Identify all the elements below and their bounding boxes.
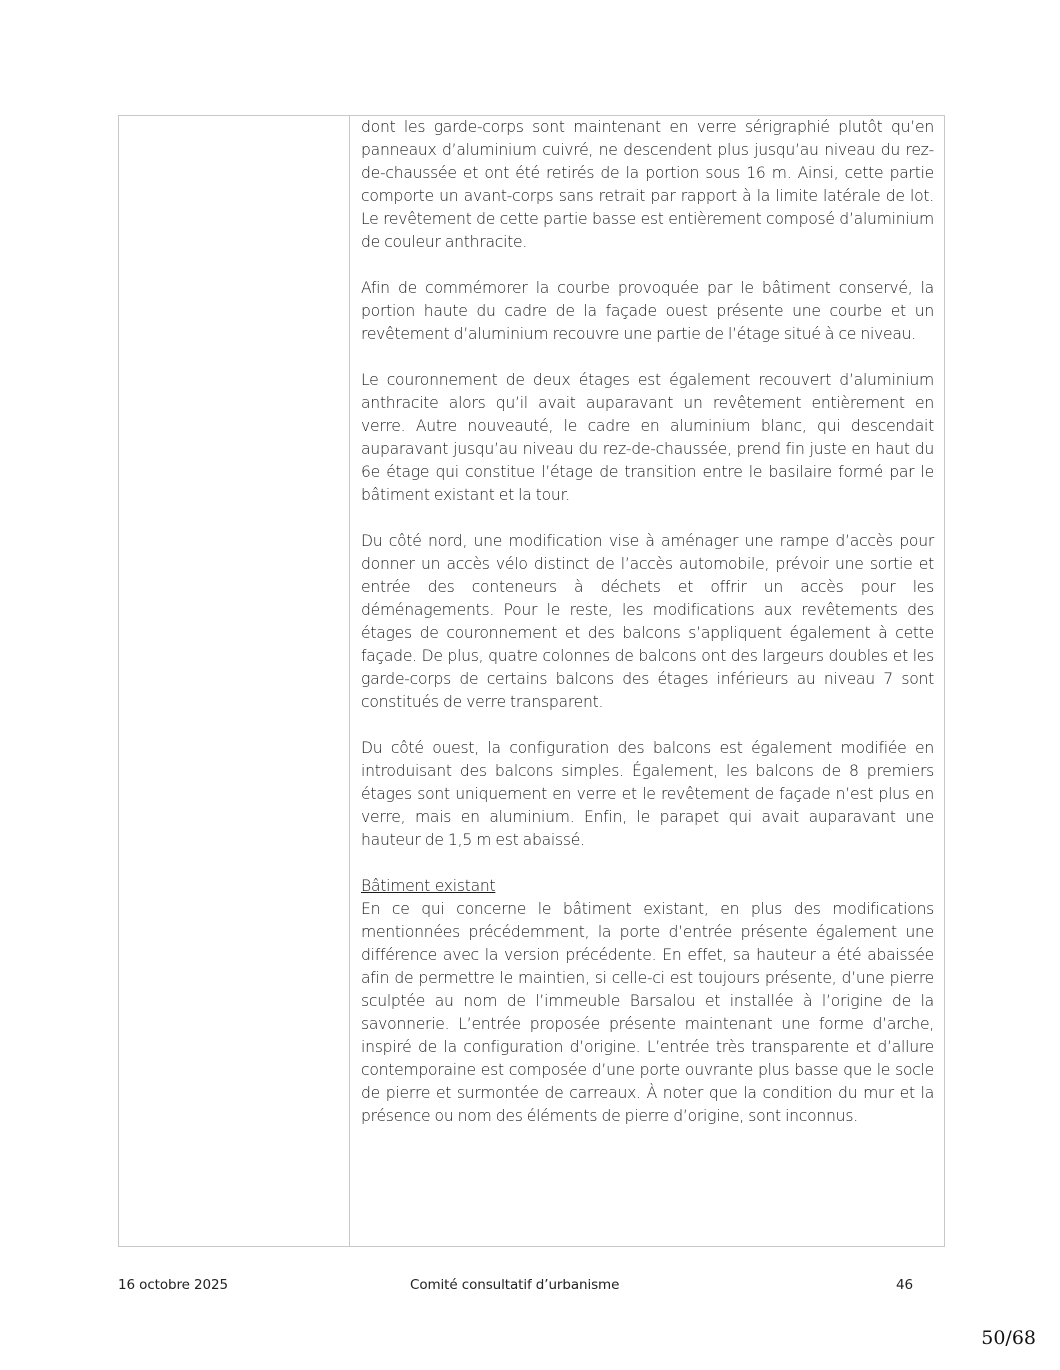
table-left-cell [119,116,350,1246]
footer-page-number: 46 [896,1277,913,1293]
section-paragraph: En ce qui concerne le bâtiment existant, en plus des modifications mentionnées précédemment, la porte d’entrée présente également une différence avec la version précédente. En effet, sa hauteur a été abaissée afin de permettre le maintien, si celle-ci est toujours présente, d’une pierre sculptée au nom de l’immeuble Barsalou et installée à l’origine de la savonnerie. L’entrée proposée présente maintenant une forme d’arche, inspiré de la configuration d’origine. L’entrée très transparente et d’allure contemporaine est composée d’une porte ouvrante plus basse que le socle de pierre et surmontée de carreaux. À noter que la condition du mur et la présence ou nom des éléments de pierre d’origine, sont inconnus. [361,900,934,1125]
section-heading: Bâtiment existant [361,877,496,895]
body-paragraph-1: dont les garde-corps sont maintenant en verre sérigraphié plutôt qu’en panneaux d’aluminium cuivré, ne descendent plus jusqu’au niveau du rez-de-chaussée et ont été retirés de la portion sous 16 m. Ainsi, cette partie comporte un avant-corps sans retrait par rapport à la limite latérale de lot. Le revêtement de cette partie basse est entièrement composé d’aluminium de couleur anthracite. [361,118,934,251]
document-table [118,115,945,1247]
body-paragraph-3: Le couronnement de deux étages est également recouvert d’aluminium anthracite alors qu’il avait auparavant un revêtement entièrement en verre. Autre nouveauté, le cadre en aluminium blanc, qui descendait auparavant jusqu’au niveau du rez-de-chaussée, prend fin juste en haut du 6e étage qui constitue l’étage de transition entre le basilaire formé par le bâtiment existant et la tour. [361,371,934,504]
pdf-page-counter: 50/68 [981,1327,1036,1349]
footer-committee: Comité consultatif d’urbanisme [410,1277,620,1293]
footer-date: 16 octobre 2025 [118,1277,228,1293]
body-paragraph-2: Afin de commémorer la courbe provoquée par le bâtiment conservé, la portion haute du cadre de la façade ouest présente une courbe et un revêtement d’aluminium recouvre une partie de l’étage situé à ce niveau. [361,279,934,343]
body-paragraph-4: Du côté nord, une modification vise à aménager une rampe d’accès pour donner un accès vélo distinct de l’accès automobile, prévoir une sortie et entrée des conteneurs à déchets et offrir un accès pour les déménagements. Pour le reste, les modifications aux revêtements des étages de couronnement et des balcons s’appliquent également à cette façade. De plus, quatre colonnes de balcons ont des largeurs doubles et les garde-corps de certains balcons des étages inférieurs au niveau 7 sont constitués de verre transparent. [361,532,934,711]
body-paragraph-5: Du côté ouest, la configuration des balcons est également modifiée en introduisant des balcons simples. Également, les balcons de 8 premiers étages sont uniquement en verre et le revêtement de façade n’est plus en verre, mais en aluminium. Enfin, le parapet qui avait auparavant une hauteur de 1,5 m est abaissé. [361,739,934,849]
table-right-cell [350,116,944,1246]
